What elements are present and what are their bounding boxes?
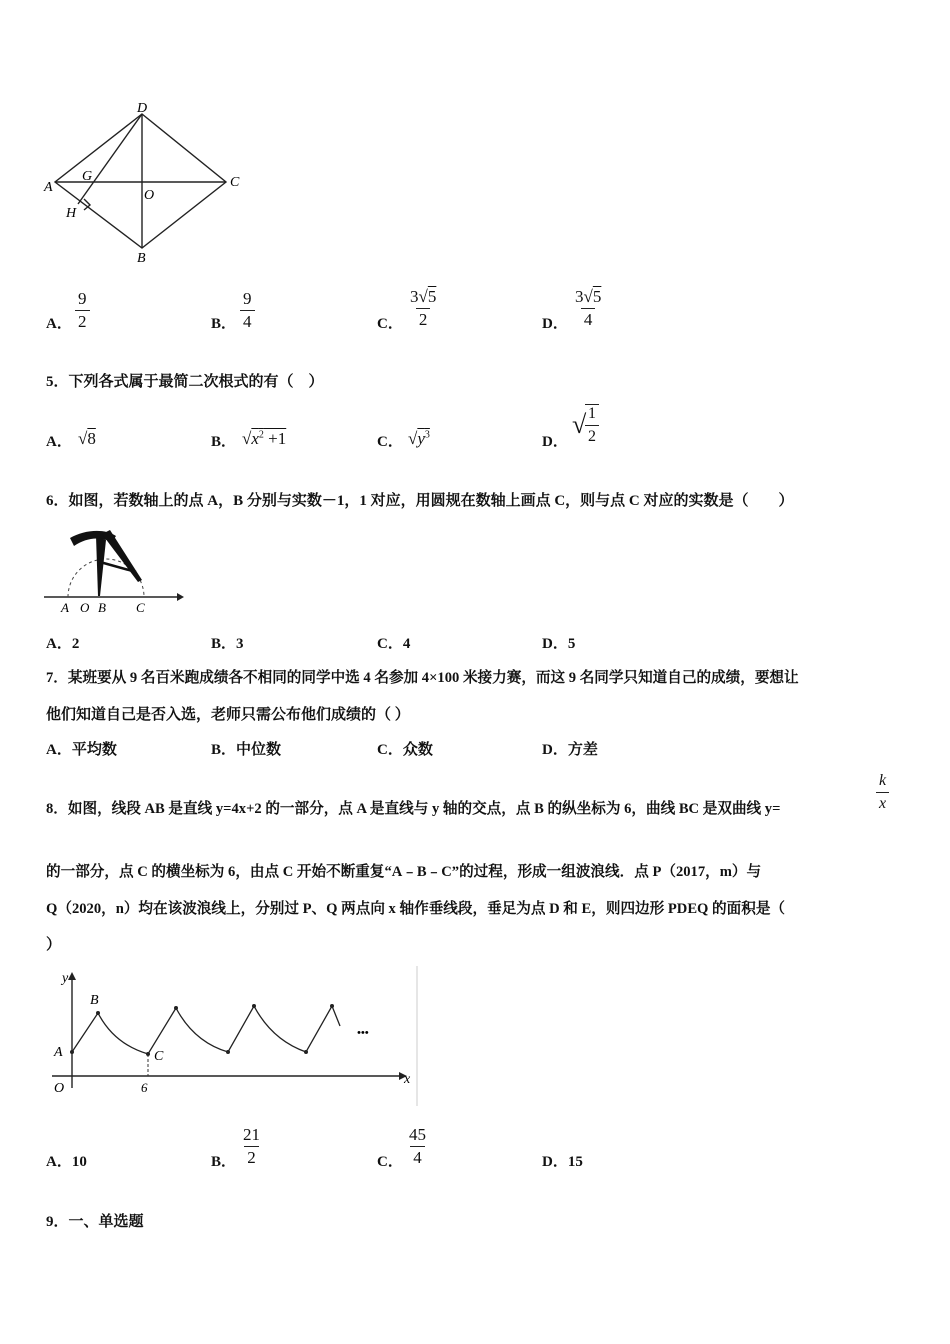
label-a: A	[61, 600, 69, 615]
label-d: D	[137, 101, 148, 116]
label-six: 6	[141, 1080, 148, 1095]
rhombus-outline	[55, 114, 226, 248]
q5-option-c-letter[interactable]: C．	[377, 434, 403, 450]
q5-option-d-radical-sign: √	[572, 410, 587, 439]
segment-dh	[78, 114, 142, 204]
q5-option-c-radical: $√y^3$	[408, 429, 430, 448]
q4-option-c-fraction: $\frac{3√5}{2}$	[410, 287, 437, 329]
label-b: B	[137, 251, 146, 266]
label-h: H	[66, 206, 77, 221]
label-c: C	[154, 1049, 164, 1064]
q8-option-b-fraction: $\frac{21}{2}$	[243, 1125, 260, 1167]
q4-option-c-letter[interactable]: C．	[377, 316, 403, 332]
q8-stem-line1: 8．如图，线段 AB 是直线 y=4x+2 的一部分，点 A 是直线与 y 轴的交点，点 B 的纵坐标为 6，曲线 BC 是双曲线 y=	[46, 801, 781, 817]
q7-stem-line2: 他们知道自己是否入选，老师只需公布他们成绩的（ ）	[46, 707, 410, 723]
q4-option-b-fraction: $\frac{9}{4}$	[240, 290, 255, 331]
q8-wave-graph	[44, 966, 419, 1106]
q5-option-d-letter[interactable]: D．	[542, 434, 568, 450]
label-g: G	[82, 169, 93, 184]
q7-option-c[interactable]: C．众数	[377, 742, 433, 758]
q5-stem: 5．下列各式属于最简二次根式的有（ ）	[46, 374, 324, 390]
q6-stem: 6．如图，若数轴上的点 A，B 分别与实数－1，1 对应，用圆规在数轴上画点 C，则与点 C 对应的实数是（ ）	[46, 493, 794, 509]
q7-option-b[interactable]: B．中位数	[211, 742, 282, 758]
label-y: y	[62, 971, 69, 986]
q8-option-c-letter[interactable]: C．	[377, 1154, 403, 1170]
q8-option-b-letter[interactable]: B．	[211, 1154, 237, 1170]
q6-option-c[interactable]: C．4	[377, 636, 411, 652]
q5-option-a-letter[interactable]: A．	[46, 434, 72, 450]
q5-option-d-fraction: $\frac{1}{2}$	[585, 404, 599, 446]
q6-option-b[interactable]: B．3	[211, 636, 244, 652]
q4-option-d-fraction: $\frac{3√5}{4}$	[575, 287, 602, 329]
q7-option-d[interactable]: D．方差	[542, 742, 598, 758]
q6-compass-figure	[44, 522, 184, 617]
wave-curve	[72, 1006, 340, 1054]
label-a: A	[44, 180, 53, 195]
q5-option-b-letter[interactable]: B．	[211, 434, 237, 450]
q8-stem-line4: ）	[46, 937, 62, 953]
q4-option-b-letter[interactable]: B．	[211, 316, 237, 332]
y-axis-arrow	[68, 972, 76, 980]
q6-option-d[interactable]: D．5	[542, 636, 576, 652]
q8-k-over-x-fraction: $\frac{k}{x}$	[876, 772, 889, 813]
q9-stem: 9．一、单选题	[46, 1214, 144, 1230]
q8-stem-line2: 的一部分，点 C 的横坐标为 6，由点 C 开始不断重复“A﹣B﹣C”的过程，形成一组波浪线．点 P（2017，m）与	[46, 864, 762, 880]
compass-leg-right	[102, 530, 142, 582]
q8-option-d[interactable]: D．15	[542, 1154, 583, 1170]
q8-option-c-fraction: $\frac{45}{4}$	[409, 1125, 426, 1167]
continuation-dots: •••	[357, 1027, 369, 1039]
label-b: B	[90, 993, 99, 1008]
q4-rhombus-figure	[40, 100, 255, 270]
q6-option-a[interactable]: A．2	[46, 636, 80, 652]
q4-option-a-letter[interactable]: A．	[46, 316, 72, 332]
compass-leg-left	[96, 536, 106, 596]
label-x: x	[404, 1072, 411, 1087]
label-c: C	[136, 600, 145, 615]
q4-option-a-fraction: $\frac{9}{2}$	[75, 290, 90, 331]
number-line-arrow	[177, 593, 184, 601]
q8-option-a[interactable]: A．10	[46, 1154, 87, 1170]
label-b: B	[98, 600, 106, 615]
label-o: O	[144, 188, 155, 203]
label-o: O	[54, 1081, 65, 1096]
label-a: A	[54, 1045, 63, 1060]
q7-option-a[interactable]: A．平均数	[46, 742, 117, 758]
label-c: C	[230, 175, 240, 190]
q8-stem-line3: Q（2020，n）均在该波浪线上，分别过 P、Q 两点向 x 轴作垂线段，垂足为点 D 和 E，则四边形 PDEQ 的面积是（	[46, 901, 786, 917]
q4-option-d-letter[interactable]: D．	[542, 316, 568, 332]
q5-option-b-radical: $√x^2 +1$	[242, 429, 287, 448]
label-o: O	[80, 600, 90, 615]
q5-option-a-radical: √8	[78, 429, 96, 448]
q7-stem-line1: 7．某班要从 9 名百米跑成绩各不相同的同学中选 4 名参加 4×100 米接力赛，而这 9 名同学只知道自己的成绩，要想让	[46, 670, 799, 686]
